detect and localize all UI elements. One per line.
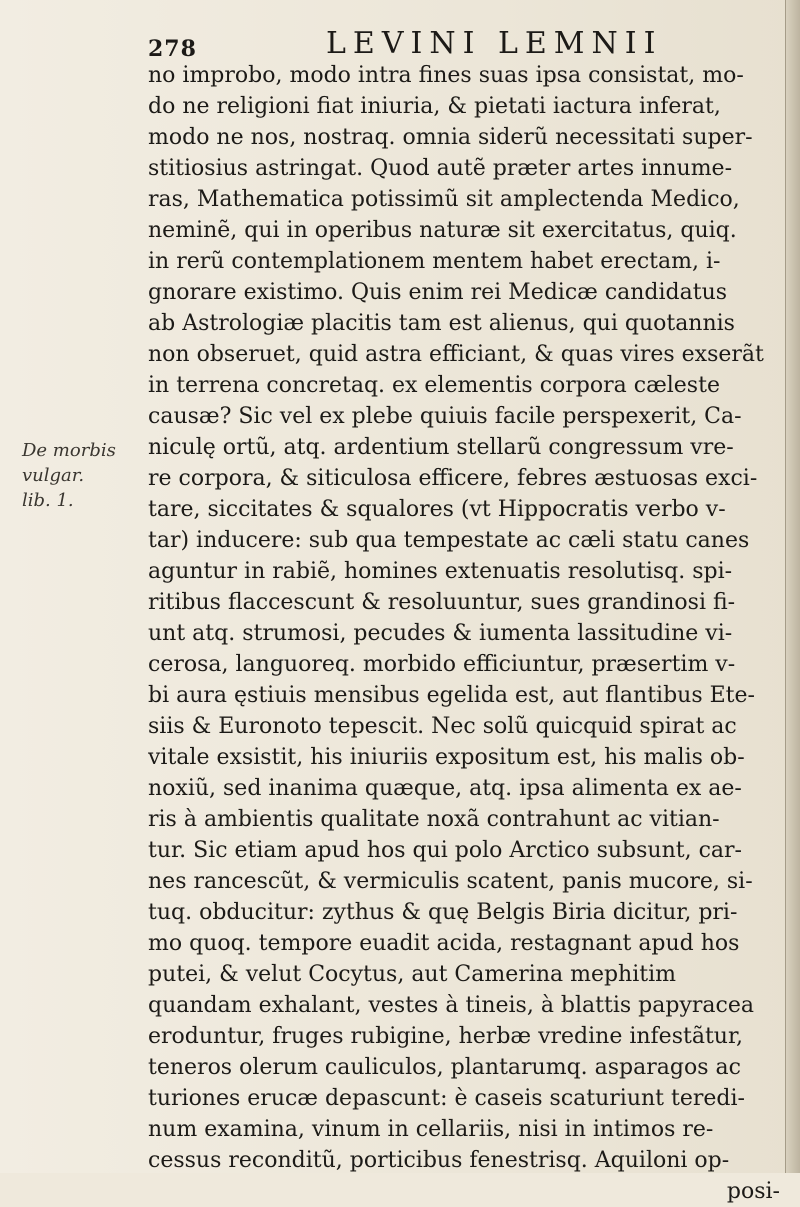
text-line: no improbo, modo intra fines suas ipsa consistat, mo- [148,63,744,88]
text-line: tare, siccitates & squalores (vt Hippocratis verbo v- [148,497,726,522]
text-line: putei, & velut Cocytus, aut Camerina mephitim [148,962,676,987]
text-line: eroduntur, fruges rubigine, herbæ vredine infestãtur, [148,1024,744,1049]
running-head: LEVINI LEMNII [326,26,663,61]
text-line: tar) inducere: sub qua tempestate ac cæli statu canes [148,528,750,553]
text-line: bi aura ęstiuis mensibus egelida est, aut flantibus Ete- [148,683,755,708]
body-text [148,60,780,1207]
text-line: neminẽ, qui in operibus naturæ sit exercitatus, quiq. [148,218,737,243]
text-line: ritibus flaccescunt & resoluuntur, sues grandinosi fi- [148,590,736,615]
text-line: ris à ambientis qualitate noxã contrahunt ac vitian- [148,807,720,832]
text-line: siis & Euronoto tepescit. Nec solũ quicquid spirat ac [148,714,737,739]
text-line: quandam exhalant, vestes à tineis, à blattis papyracea [148,993,754,1018]
text-line: modo ne nos, nostraq. omnia siderũ necessitati super- [148,125,753,150]
text-line: gnorare existimo. Quis enim rei Medicæ candidatus [148,280,728,305]
text-line: tur. Sic etiam apud hos qui polo Arctico subsunt, car- [148,838,742,863]
text-line: aguntur in rabiẽ, homines extenuatis resolutisq. spi- [148,559,733,584]
margin-note-line: vulgar. [22,465,85,486]
text-line: posi- [726,1179,780,1204]
text-line: stitiosius astringat. Quod autẽ præter artes innume- [148,156,733,181]
text-line: ras, Mathematica potissimũ sit amplectenda Medico, [148,187,740,212]
page-number: 278 [148,36,197,62]
text-line: unt atq. strumosi, pecudes & iumenta lassitudine vi- [148,621,733,646]
text-line: num examina, vinum in cellariis, nisi in intimos re- [148,1117,714,1142]
text-line: mo quoq. tempore euadit acida, restagnant apud hos [148,931,740,956]
text-line: teneros olerum cauliculos, plantarumq. asparagos ac [148,1055,741,1080]
page-header [148,22,778,62]
text-line: cessus reconditũ, porticibus fenestrisq. Aquiloni op- [148,1148,730,1173]
text-line: nes rancescũt, & vermiculis scatent, panis mucore, si- [148,869,753,894]
page-gutter [785,0,800,1173]
text-line: do ne religioni fiat iniuria, & pietati iactura inferat, [148,94,721,119]
text-line: noxiũ, sed inanima quæque, atq. ipsa alimenta ex ae- [148,776,742,801]
text-line: cerosa, languoreq. morbido efficiuntur, præsertim v- [148,652,736,677]
text-line: in rerũ contemplationem mentem habet erectam, i- [148,249,721,274]
text-line: causæ? Sic vel ex plebe quiuis facile perspexerit, Ca- [148,404,742,429]
text-line: re corpora, & siticulosa efficere, febres æstuosas exci- [148,466,758,491]
text-line: turiones erucæ depascunt: è caseis scaturiunt teredi- [148,1086,745,1111]
text-line: in terrena concretaq. ex elementis corpora cæleste [148,373,720,398]
text-line: tuq. obducitur: zythus & quę Belgis Biria dicitur, pri- [148,900,738,925]
text-line: niculę ortũ, atq. ardentium stellarũ congressum vre- [148,435,734,460]
margin-note [22,438,132,513]
text-line: vitale exsistit, his iniuriis expositum est, his malis ob- [148,745,745,770]
margin-note-line: lib. 1. [22,490,74,511]
margin-note-line: De morbis [22,440,116,461]
text-line: ab Astrologiæ placitis tam est alienus, qui quotannis [148,311,735,336]
text-line: non obseruet, quid astra efficiant, & quas vires exserãt [148,342,764,367]
